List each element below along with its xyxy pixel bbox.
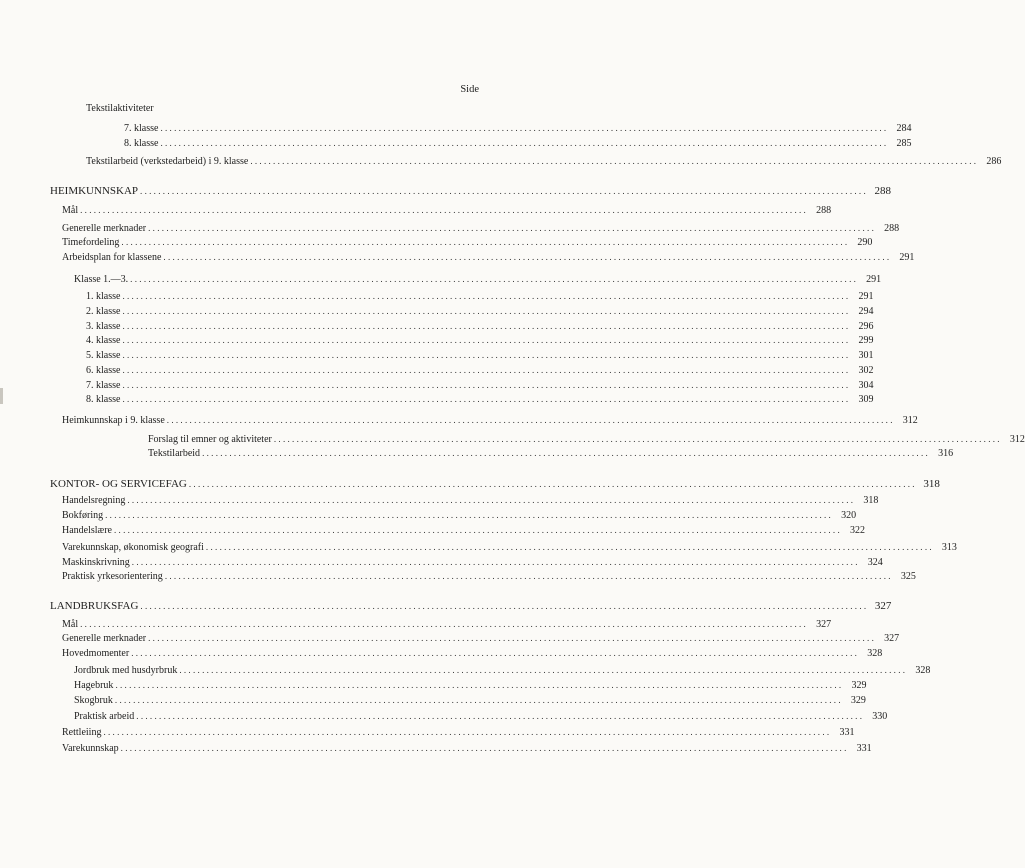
toc-entry-title: Heimkunnskap i 9. klasse — [62, 415, 165, 426]
toc-entry-title: 8. klasse — [86, 394, 121, 405]
toc-entry[interactable] — [62, 414, 918, 428]
toc-page-number: 290 — [857, 237, 873, 248]
toc-page-number: 302 — [858, 365, 874, 376]
toc-entry[interactable] — [62, 647, 883, 661]
toc-entry[interactable] — [62, 204, 832, 218]
toc-entry-title: Varekunnskap, økonomisk geografi — [62, 542, 204, 553]
dot-leader: ................................................................................................................................................................ — [160, 138, 889, 148]
toc-page-number: 327 — [884, 633, 900, 644]
toc-entry-title: 7. klasse — [86, 380, 121, 391]
toc-entry[interactable] — [62, 570, 916, 584]
toc-page-number: 301 — [858, 350, 874, 361]
toc-entry-title: Arbeidsplan for klassene — [62, 252, 162, 263]
toc-entry[interactable] — [86, 393, 874, 407]
toc-entry-title: Generelle merknader — [62, 633, 147, 644]
toc-entry[interactable] — [62, 541, 957, 555]
toc-entry-title: 3. klasse — [86, 321, 121, 332]
toc-page-number: 331 — [856, 743, 872, 754]
dot-leader: ................................................................................................................................................................ — [103, 727, 832, 737]
dot-leader: ................................................................................................................................................................ — [164, 571, 893, 581]
toc-entry-title: Jordbruk med husdyrbruk — [74, 665, 178, 676]
toc-entry[interactable] — [62, 632, 900, 646]
toc-entry-title: Handelslære — [62, 525, 112, 536]
toc-entry[interactable] — [62, 726, 855, 740]
dot-leader: ................................................................................................................................................................ — [105, 510, 834, 520]
toc-entry[interactable] — [74, 664, 931, 678]
toc-page-number: 329 — [850, 695, 866, 706]
toc-page-number: 327 — [874, 600, 892, 612]
toc-page-number: 318 — [923, 478, 940, 490]
toc-page-number: 299 — [858, 335, 874, 346]
toc-section-heading[interactable] — [50, 478, 940, 492]
dot-leader: ................................................................................................................................................................ — [130, 274, 859, 284]
dot-leader: ................................................................................................................................................................ — [115, 680, 844, 690]
dot-leader: ................................................................................................................................................................ — [122, 350, 851, 360]
dot-leader: ................................................................................................................................................................ — [179, 665, 908, 675]
toc-entry[interactable] — [86, 305, 874, 319]
toc-page-number: 286 — [986, 156, 1002, 167]
toc-entry-title: 8. klasse — [124, 138, 159, 149]
toc-entry[interactable] — [62, 236, 873, 250]
toc-entry-title: Praktisk yrkesorientering — [62, 571, 163, 582]
dot-leader: ................................................................................................................................................................ — [122, 394, 851, 404]
toc-entry-title: Klasse 1.—3. — [74, 274, 129, 285]
toc-entry[interactable] — [74, 694, 866, 708]
dot-leader: ................................................................................................................................................................ — [202, 448, 931, 458]
toc-entry[interactable] — [86, 364, 874, 378]
toc-entry[interactable] — [62, 524, 865, 538]
toc-page-number: 318 — [863, 495, 879, 506]
toc-entry[interactable] — [62, 222, 900, 236]
toc-page-number: 291 — [866, 274, 882, 285]
toc-entry-title: LANDBRUKSFAG — [50, 600, 139, 612]
toc-entry[interactable] — [62, 494, 879, 508]
dot-leader: ................................................................................................................................................................ — [122, 291, 851, 301]
toc-entry[interactable] — [74, 679, 867, 693]
dot-leader: ................................................................................................................................................................ — [250, 156, 979, 166]
dot-leader: ................................................................................................................................................................ — [163, 252, 892, 262]
toc-entry-title: Hagebruk — [74, 680, 114, 691]
dot-leader: ................................................................................................................................................................ — [136, 711, 865, 721]
toc-entry[interactable] — [62, 742, 872, 756]
toc-entry-title: 4. klasse — [86, 335, 121, 346]
toc-page-number: 312 — [1009, 434, 1025, 445]
toc-page-number: 294 — [858, 306, 874, 317]
toc-page-number: 328 — [915, 665, 931, 676]
dot-leader: ................................................................................................................................................................ — [80, 205, 809, 215]
dot-leader: ................................................................................................................................................................ — [122, 321, 851, 331]
dot-leader: ................................................................................................................................................................ — [131, 648, 860, 658]
dot-leader: ................................................................................................................................................................ — [148, 633, 877, 643]
toc-section-heading[interactable] — [50, 600, 892, 614]
toc-entry-title: Rettleiing — [62, 727, 102, 738]
toc-entry-title: Forslag til emner og aktiviteter — [148, 434, 272, 445]
toc-entry-title: Generelle merknader — [62, 223, 147, 234]
toc-entry[interactable] — [86, 379, 874, 393]
dot-leader: ................................................................................................................................................................ — [114, 525, 842, 535]
toc-page-number: 330 — [872, 711, 888, 722]
dot-leader: ................................................................................................................................................................ — [205, 542, 934, 552]
dot-leader: ................................................................................................................................................................ — [121, 237, 850, 247]
toc-page-number: 288 — [874, 185, 892, 197]
toc-entry-title: Maskinskrivning — [62, 557, 130, 568]
toc-page-number: 328 — [867, 648, 883, 659]
toc-page-number: 312 — [902, 415, 918, 426]
toc-entry-title: Handelsregning — [62, 495, 126, 506]
toc-entry-title: Praktisk arbeid — [74, 711, 135, 722]
toc-entry-title: Tekstilarbeid — [148, 448, 201, 459]
toc-entry-title: 5. klasse — [86, 350, 121, 361]
toc-entry-title: Mål — [62, 205, 79, 216]
dot-leader: ................................................................................................................................................................ — [122, 365, 851, 375]
toc-page-number: 285 — [896, 138, 912, 149]
toc-page-number: 324 — [867, 557, 883, 568]
toc-page-number: 288 — [816, 205, 832, 216]
toc-entry-title: Skogbruk — [74, 695, 113, 706]
dot-leader: ................................................................................................................................................................ — [131, 557, 860, 567]
toc-entry[interactable] — [86, 320, 874, 334]
toc-entry[interactable] — [74, 273, 882, 287]
toc-page-number: 320 — [841, 510, 857, 521]
toc-entry-title: 7. klasse — [124, 123, 159, 134]
scan-edge-mark — [0, 388, 3, 404]
dot-leader: ................................................................................................................................................................ — [148, 223, 877, 233]
toc-entry[interactable] — [86, 349, 874, 363]
toc-page-number: 322 — [850, 525, 865, 536]
toc-page-number: 329 — [851, 680, 867, 691]
toc-entry-title: 6. klasse — [86, 365, 121, 376]
toc-entry[interactable] — [74, 710, 888, 724]
toc-entry-title: KONTOR- OG SERVICEFAG — [50, 478, 187, 490]
dot-leader: ................................................................................................................................................................ — [188, 479, 917, 489]
toc-page-number: 288 — [884, 223, 900, 234]
toc-page-number: 327 — [816, 619, 832, 630]
toc-group-heading: Tekstilaktiviteter — [86, 103, 154, 114]
side-column-label: Side — [460, 84, 479, 95]
toc-entry-title: Bokføring — [62, 510, 104, 521]
toc-entry-title: Mål — [62, 619, 79, 630]
toc-entry[interactable] — [86, 334, 874, 348]
dot-leader: ................................................................................................................................................................ — [122, 335, 851, 345]
toc-page-number: 296 — [858, 321, 874, 332]
toc-section-heading[interactable] — [50, 185, 892, 199]
toc-page-number: 291 — [899, 252, 915, 263]
toc-entry[interactable] — [86, 290, 874, 304]
dot-leader: ................................................................................................................................................................ — [122, 380, 851, 390]
toc-page-number: 316 — [938, 448, 954, 459]
toc-entry[interactable] — [62, 251, 915, 265]
toc-page-number: 331 — [839, 727, 855, 738]
dot-leader: ................................................................................................................................................................ — [114, 695, 843, 705]
toc-page-number: 284 — [896, 123, 912, 134]
toc-page-number: 325 — [900, 571, 916, 582]
toc-entry[interactable] — [62, 509, 857, 523]
toc-entry-title: 1. klasse — [86, 291, 121, 302]
toc-entry[interactable] — [148, 447, 954, 461]
toc-page-number: 291 — [858, 291, 874, 302]
dot-leader: ................................................................................................................................................................ — [140, 601, 869, 611]
toc-page-number: 304 — [858, 380, 874, 391]
dot-leader: ................................................................................................................................................................ — [273, 434, 1002, 444]
dot-leader: ................................................................................................................................................................ — [127, 495, 856, 505]
dot-leader: ................................................................................................................................................................ — [160, 123, 889, 133]
dot-leader: ................................................................................................................................................................ — [166, 415, 895, 425]
toc-entry[interactable] — [62, 618, 832, 632]
dot-leader: ................................................................................................................................................................ — [122, 306, 851, 316]
dot-leader: ................................................................................................................................................................ — [120, 743, 849, 753]
toc-entry[interactable] — [62, 556, 883, 570]
toc-entry-title: HEIMKUNNSKAP — [50, 185, 139, 197]
toc-entry[interactable] — [148, 433, 1025, 447]
toc-entry[interactable] — [86, 155, 1002, 169]
toc-entry[interactable] — [124, 137, 912, 151]
dot-leader: ................................................................................................................................................................ — [140, 186, 869, 196]
toc-entry-title: Hovedmomenter — [62, 648, 130, 659]
toc-page-number: 309 — [858, 394, 874, 405]
toc-entry[interactable] — [124, 122, 912, 136]
toc-entry-title: 2. klasse — [86, 306, 121, 317]
toc-entry-title: Timefordeling — [62, 237, 120, 248]
dot-leader: ................................................................................................................................................................ — [80, 619, 809, 629]
toc-entry-title: Tekstilarbeid (verkstedarbeid) i 9. klasse — [86, 156, 249, 167]
toc-page-number: 313 — [941, 542, 957, 553]
toc-entry-title: Varekunnskap — [62, 743, 119, 754]
